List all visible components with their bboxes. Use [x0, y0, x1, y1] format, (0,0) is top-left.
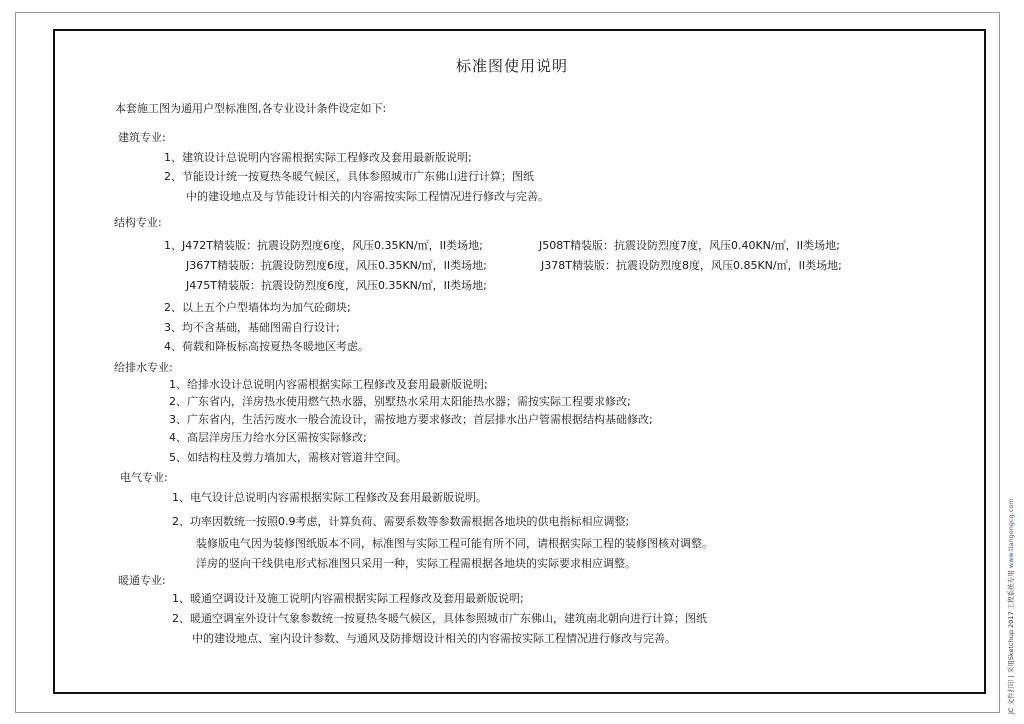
structure-line-1: 1、J472T精装版：抗震设防烈度6度，风压0.35KN/㎡，II类场地;: [164, 239, 483, 252]
electrical-line-3: 装修版电气因为装修图纸版本不同，标准图与实际工程可能有所不同，请根据实际工程的装修图核对调整。: [196, 537, 713, 550]
hvac-heading: 暖通专业:: [118, 574, 166, 587]
page-title: 标准图使用说明: [455, 57, 568, 75]
hvac-line-2: 2、暖通空调室外设计气象参数统一按夏热冬暖气候区，具体参照城市广东佛山，建筑南北朝向进行计算；图纸: [172, 612, 707, 625]
architecture-line-3: 中的建设地点及与节能设计相关的内容需按实际工程情况进行修改与完善。: [186, 190, 549, 203]
electrical-line-2: 2、功率因数统一按照0.9考虑，计算负荷、需要系数等参数需根据各地块的供电指标相应调整;: [172, 515, 630, 528]
plumbing-line-4: 4、高层洋房压力给水分区需按实际修改;: [169, 431, 367, 444]
plumbing-line-2: 2、广东省内，洋房热水使用燃气热水器，别墅热水采用太阳能热水器；需按实际工程要求修改;: [169, 395, 631, 408]
structure-line-8: 4、荷载和降板标高按夏热冬暖地区考虑。: [164, 340, 369, 353]
side-note-text: [1006, 498, 1015, 714]
structure-line-7: 3、均不含基础，基础图需自行设计;: [164, 321, 340, 334]
side-note-label: JC 文件打印 | 采用Sketchup 2017 工程系统专用: [1007, 570, 1015, 714]
structure-line-5: J475T精装版：抗震设防烈度6度，风压0.35KN/㎡，II类场地;: [186, 279, 487, 292]
electrical-heading: 电气专业:: [120, 471, 168, 484]
plumbing-line-5: 5、如结构柱及剪力墙加大，需核对管道井空间。: [169, 451, 407, 464]
intro-text: 本套施工图为通用户型标准图,各专业设计条件设定如下:: [115, 102, 387, 115]
hvac-line-1: 1、暖通空调设计及施工说明内容需根据实际工程修改及套用最新版说明;: [172, 592, 524, 605]
structure-heading: 结构专业:: [114, 216, 162, 229]
structure-line-3: J367T精装版：抗震设防烈度6度，风压0.35KN/㎡，II类场地;: [186, 259, 487, 272]
side-note: [1006, 494, 1020, 714]
electrical-line-4: 洋房的竖向干线供电形式标准图只采用一种，实际工程需根据各地块的实际要求相应调整。: [196, 557, 636, 570]
plumbing-line-3: 3、广东省内，生活污废水一般合流设计，需按地方要求修改；首层排水出户管需根据结构基础修改;: [169, 413, 653, 426]
structure-line-4: J378T精装版：抗震设防烈度8度，风压0.85KN/㎡，II类场地;: [541, 259, 842, 272]
hvac-line-3: 中的建设地点、室内设计参数、与通风及防排烟设计相关的内容需按实际工程情况进行修改与完善。: [192, 632, 676, 645]
electrical-line-1: 1、电气设计总说明内容需根据实际工程修改及套用最新版说明。: [172, 491, 487, 504]
structure-line-6: 2、以上五个户型墙体均为加气砼砌块;: [164, 301, 351, 314]
plumbing-line-1: 1、给排水设计总说明内容需根据实际工程修改及套用最新版说明;: [169, 378, 488, 391]
side-note-url[interactable]: www.tiangongcg.com: [1007, 498, 1015, 569]
plumbing-heading: 给排水专业:: [114, 361, 173, 374]
architecture-line-2: 2、节能设计统一按夏热冬暖气候区，具体参照城市广东佛山进行计算；图纸: [164, 170, 534, 183]
architecture-line-1: 1、建筑设计总说明内容需根据实际工程修改及套用最新版说明;: [164, 151, 472, 164]
structure-line-2: J508T精装版：抗震设防烈度7度，风压0.40KN/㎡，II类场地;: [539, 239, 840, 252]
architecture-heading: 建筑专业:: [118, 131, 166, 144]
